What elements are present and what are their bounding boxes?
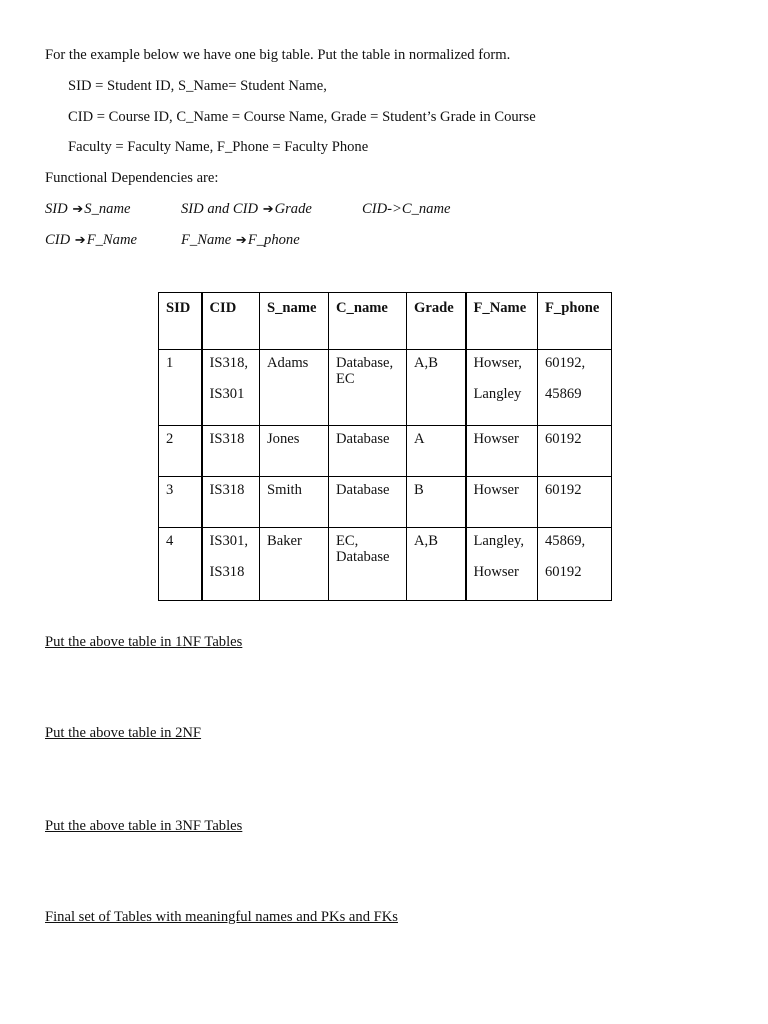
cell-f-phone: 60192	[538, 426, 612, 477]
cell-sid: 4	[159, 528, 202, 601]
cell-grade: A,B	[407, 350, 466, 426]
cell-f-name	[466, 350, 538, 426]
fd-sid-cid-grade	[181, 200, 312, 218]
cell-value: Langley	[473, 386, 522, 402]
cell-cid: IS318	[202, 477, 260, 528]
fd-lhs: CID	[45, 232, 71, 248]
cell-c-name: EC, Database	[329, 528, 407, 601]
cell-value: Howser	[473, 564, 519, 580]
cell-cid	[202, 528, 260, 601]
cell-f-phone	[538, 350, 612, 426]
cell-sid: 3	[159, 477, 202, 528]
cell-f-phone	[538, 528, 612, 601]
fd-rhs: F_Name	[86, 232, 137, 248]
definition-course: CID = Course ID, C_Name = Course Name, Grade = Student’s Grade in Course	[68, 109, 536, 125]
cell-s-name: Baker	[260, 528, 329, 601]
fd-fname-fphone	[181, 231, 300, 249]
fd-heading: Functional Dependencies are:	[45, 170, 219, 186]
header-s-name: S_name	[260, 293, 329, 350]
cell-value: IS318,	[209, 355, 249, 371]
cell-s-name: Adams	[260, 350, 329, 426]
cell-cid: IS318	[202, 426, 260, 477]
table-row	[159, 477, 612, 528]
task-1nf: Put the above table in 1NF Tables	[45, 634, 243, 650]
cell-value: 60192	[545, 564, 582, 580]
cell-value: 45869	[545, 386, 582, 402]
fd-lhs: SID	[45, 201, 68, 217]
cell-s-name: Smith	[260, 477, 329, 528]
arrow-icon: ➔	[262, 201, 274, 216]
cell-value: 45869,	[545, 533, 586, 549]
cell-f-phone: 60192	[538, 477, 612, 528]
fd-lhs: SID and CID	[181, 201, 259, 217]
cell-f-name: Howser	[466, 426, 538, 477]
fd-rhs: S_name	[84, 201, 131, 217]
header-sid: SID	[159, 293, 202, 350]
header-f-name: F_Name	[466, 293, 538, 350]
cell-grade: A	[407, 426, 466, 477]
header-f-phone: F_phone	[538, 293, 612, 350]
cell-value: Howser,	[473, 355, 522, 371]
cell-c-name: Database	[329, 477, 407, 528]
cell-sid: 1	[159, 350, 202, 426]
cell-f-name	[466, 528, 538, 601]
header-c-name: C_name	[329, 293, 407, 350]
arrow-icon: ➔	[235, 232, 247, 247]
cell-sid: 2	[159, 426, 202, 477]
table-header-row	[159, 293, 612, 350]
cell-grade: B	[407, 477, 466, 528]
cell-cid	[202, 350, 260, 426]
task-3nf: Put the above table in 3NF Tables	[45, 818, 243, 834]
cell-value: IS318	[209, 564, 245, 580]
cell-value: Langley,	[473, 533, 525, 549]
cell-c-name: Database	[329, 426, 407, 477]
cell-f-name: Howser	[466, 477, 538, 528]
cell-grade: A,B	[407, 528, 466, 601]
arrow-icon: ➔	[74, 232, 86, 247]
cell-value: IS301	[209, 386, 245, 402]
fd-rhs: F_phone	[247, 232, 300, 248]
fd-sid-sname	[45, 200, 130, 218]
unnormalized-table	[158, 292, 612, 601]
header-grade: Grade	[407, 293, 466, 350]
cell-value: 60192,	[545, 355, 586, 371]
cell-c-name: Database, EC	[329, 350, 407, 426]
arrow-icon: ➔	[72, 201, 84, 216]
table-row	[159, 350, 612, 426]
fd-lhs: F_Name	[181, 232, 232, 248]
task-final-tables: Final set of Tables with meaningful names and PKs and FKs	[45, 909, 398, 925]
table-row	[159, 528, 612, 601]
fd-rhs: Grade	[274, 201, 312, 217]
table-row	[159, 426, 612, 477]
cell-s-name: Jones	[260, 426, 329, 477]
definition-student: SID = Student ID, S_Name= Student Name,	[68, 78, 327, 94]
header-cid: CID	[202, 293, 260, 350]
fd-cid-cname: CID->C_name	[362, 201, 451, 217]
task-2nf: Put the above table in 2NF	[45, 725, 202, 741]
fd-cid-fname	[45, 231, 137, 249]
intro-text: For the example below we have one big table. Put the table in normalized form.	[45, 47, 511, 63]
definition-faculty: Faculty = Faculty Name, F_Phone = Faculty Phone	[68, 139, 369, 155]
cell-value: IS301,	[209, 533, 249, 549]
